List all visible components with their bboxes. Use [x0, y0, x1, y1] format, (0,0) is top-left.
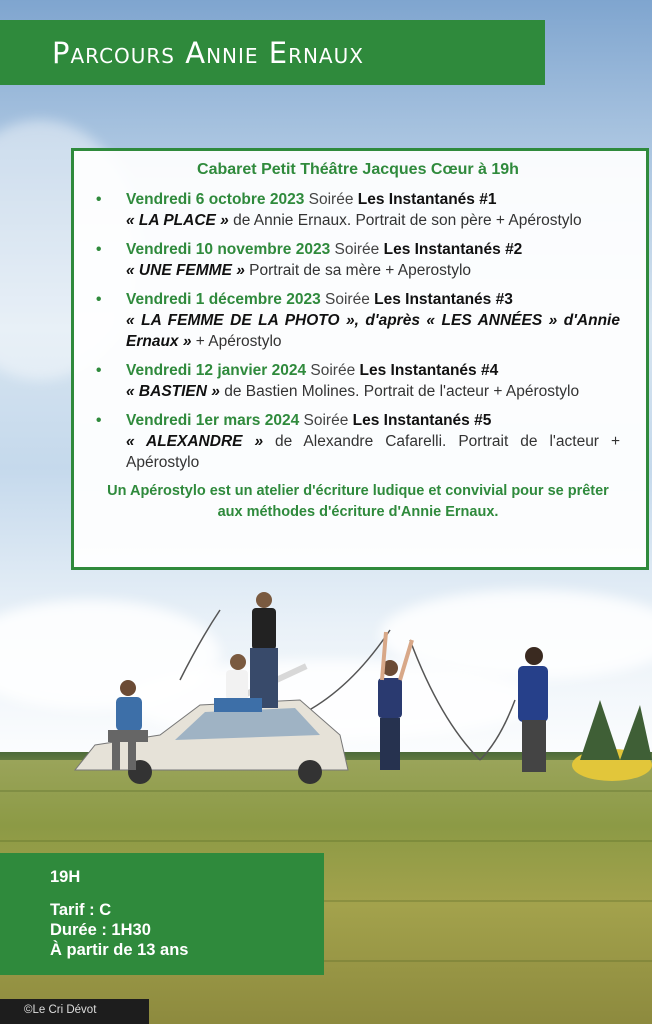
bullet: •: [96, 241, 102, 258]
age-limit: À partir de 13 ans: [50, 941, 189, 959]
page-title: Parcours Annie Ernaux: [52, 35, 364, 70]
person-right: [518, 647, 548, 772]
event-description: + Apérostylo: [191, 333, 282, 350]
event-work: « BASTIEN »: [126, 383, 220, 400]
show-time: 19H: [50, 868, 81, 886]
event-date: Vendredi 1er mars 2024: [126, 412, 300, 429]
event-date: Vendredi 12 janvier 2024: [126, 362, 307, 379]
bullet: •: [96, 291, 102, 308]
duration: Durée : 1H30: [50, 921, 151, 939]
event-description: de Bastien Molines. Portrait de l'acteur + Apérostylo: [219, 383, 580, 400]
event-description: Portrait de sa mère + Aperostylo: [244, 262, 472, 279]
tree: [620, 705, 652, 760]
event-work: « ALEXANDRE »: [126, 433, 264, 450]
aperostylo-note: Un Apérostylo est un atelier d'écriture ludique et convivial pour se prêter aux méthodes d'écriture d'Annie Ernaux.: [107, 483, 609, 520]
event-item: [96, 189, 620, 231]
event-description: de Annie Ernaux. Portrait de son père + Apérostylo: [228, 212, 582, 229]
event-soiree: Soirée: [306, 362, 360, 379]
event-work: « LA PLACE »: [126, 212, 229, 229]
bullet: •: [96, 412, 102, 429]
event-item: [96, 289, 620, 352]
tarif: Tarif : C: [50, 901, 112, 919]
event-work: « LA FEMME DE LA PHOTO », d'après « LES ANNÉES » d'Annie Ernaux »: [126, 312, 620, 350]
event-series: Les Instantanés #2: [383, 241, 523, 258]
event-series: Les Instantanés #3: [374, 291, 513, 308]
event-date: Vendredi 6 octobre 2023: [126, 191, 305, 208]
event-description: de Alexandre Cafarelli. Portrait de l'acteur + Apérostylo: [126, 433, 620, 471]
tree: [580, 700, 620, 760]
event-date: Vendredi 1 décembre 2023: [126, 291, 321, 308]
event-soiree: Soirée: [320, 291, 375, 308]
event-soiree: Soirée: [330, 241, 384, 258]
title-banner: [0, 20, 545, 85]
person-standing-on-car: [250, 592, 278, 708]
bullet: •: [96, 362, 102, 379]
event-series: Les Instantanés #1: [357, 191, 497, 208]
event-series: Les Instantanés #4: [359, 362, 499, 379]
person-raising-arms: [378, 632, 412, 770]
event-item: [96, 360, 620, 402]
program-box: [71, 148, 649, 570]
program-heading: Cabaret Petit Théâtre Jacques Cœur à 19h: [197, 161, 519, 178]
bullet: •: [96, 191, 102, 208]
event-series: Les Instantanés #5: [352, 412, 492, 429]
photo-credit: ©Le Cri Dévot: [0, 999, 149, 1024]
event-date: Vendredi 10 novembre 2023: [126, 241, 331, 258]
info-box: [0, 853, 324, 975]
event-item: [96, 410, 620, 473]
event-item: [96, 239, 620, 281]
event-soiree: Soirée: [304, 191, 358, 208]
event-soiree: Soirée: [299, 412, 353, 429]
event-work: « UNE FEMME »: [126, 262, 245, 279]
